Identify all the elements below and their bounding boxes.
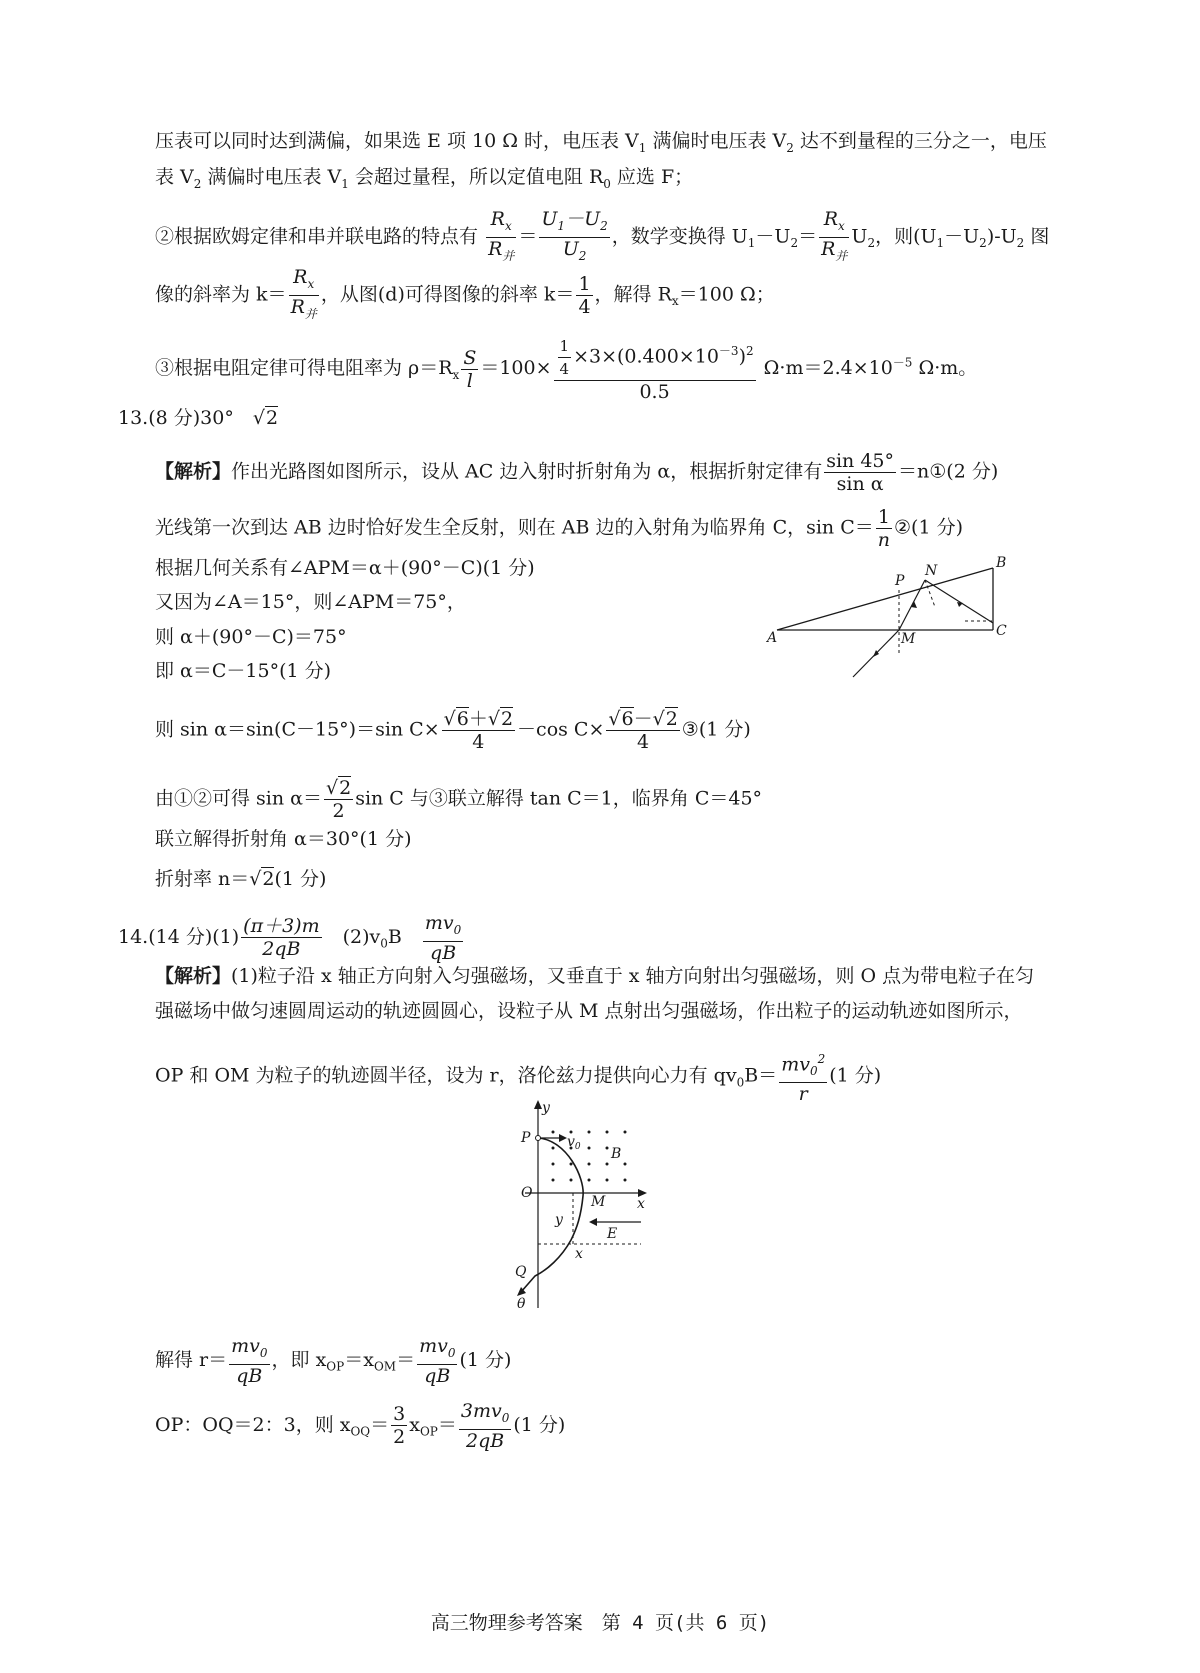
text-line: 光线第一次到达 AB 边时恰好发生全反射，则在 AB 边的入射角为临界角 C，sin C＝ $\frac{1}{n}$ ②(1 分) <box>155 506 963 551</box>
label-o: O <box>521 1185 533 1201</box>
label-v0: $v_0$ <box>567 1134 581 1152</box>
label-y-displacement: y <box>555 1212 563 1228</box>
text-line: 则 sin α＝sin(C－15°)＝sin C× $\frac{√6+√2}{4}$ －cos C× $\frac{√6-√2}{4}$ ③(1 分) <box>155 708 751 753</box>
text-line: 根据几何关系有∠APM＝α＋(90°－C)(1 分) <box>155 557 535 579</box>
label-x: x <box>637 1196 645 1212</box>
label-a: A <box>767 630 778 646</box>
label-b: B <box>996 555 1007 571</box>
label-p: P <box>895 573 905 589</box>
optics-diagram <box>765 555 1015 685</box>
text-line: ②根据欧姆定律和串并联电路的特点有 $\frac{R_x}{R_并}$ ＝ $\frac{U_1-U_2}{U_2}$ ，数学变换得 $U_1-U_2=$ $\frac{R_x}{R_并}$ $U_2$，则$(U_1-U_2)-U_2$ 图 <box>155 208 1049 267</box>
text-line: 【解析】(1)粒子沿 x 轴正方向射入匀强磁场，又垂直于 x 轴方向射出匀强磁场，则 O 点为带电粒子在匀 <box>155 965 1035 987</box>
label-q: Q <box>515 1264 527 1280</box>
reflected-ray <box>925 580 993 623</box>
label-b: B <box>611 1146 622 1162</box>
text-line: OP 和 OM 为粒子的轨迹圆半径，设为 r，洛伦兹力提供向心力有 $qv_0B=$ $\frac{mv_0^2}{r}$ (1 分) <box>155 1052 882 1106</box>
label-x-displacement: x <box>575 1246 583 1262</box>
text-line: OP：OQ＝2：3，则 $x_{OQ}=$ $\frac{3}{2}$ $x_{OP}=$ $\frac{3mv_0}{2qB}$ (1 分) <box>155 1400 566 1452</box>
text-line: 即 α＝C－15°(1 分) <box>155 660 332 682</box>
label-n: N <box>925 563 938 579</box>
text-line: ③根据电阻定律可得电阻率为 $\rho=R_x$ $\frac{S}{l}$ ＝100× $\frac{1}{4}$ $\times 3\times(0.400\times 10^{-3})^2$ 0.5 $\Omega\cdot m=2.4\times 10^{-5}$ Ω·m。 <box>155 337 978 403</box>
text-line: 强磁场中做匀速圆周运动的轨迹圆圆心，设粒子从 M 点射出匀强磁场，作出粒子的运动轨迹如图所示， <box>155 1000 1023 1022</box>
edge-ab <box>777 568 993 630</box>
label-m: M <box>591 1194 606 1210</box>
trajectory <box>521 1138 583 1292</box>
magnetic-field-diagram <box>505 1098 665 1313</box>
text-line: 则 α＋(90°－C)＝75° <box>155 626 347 648</box>
label-c: C <box>996 623 1007 639</box>
text-line: 像的斜率为 k＝ $\frac{R_x}{R_并}$ ，从图(d)可得图像的斜率 k＝ $\frac{1}{4}$ ，解得 $R_x=100$ Ω； <box>155 266 775 325</box>
text-line: 由①②可得 sin α＝ $\frac{√2}{2}$ sin C 与③联立解得 tan C＝1，临界角 C＝45° <box>155 777 763 822</box>
normal-line <box>925 580 935 607</box>
text-line: 折射率 n＝√2(1 分) <box>155 868 327 890</box>
label-y: y <box>542 1100 550 1116</box>
text-line: 联立解得折射角 α＝30°(1 分) <box>155 828 412 850</box>
label-e: E <box>607 1226 618 1242</box>
text-line: 压表可以同时达到满偏，如果选 E 项 10 Ω 时，电压表 $V_1$ 满偏时电压表 $V_2$ 达不到量程的三分之一，电压 <box>155 130 1047 155</box>
label-m: M <box>901 631 916 647</box>
page-footer: 高三物理参考答案 第 4 页(共 6 页) <box>430 1612 770 1634</box>
point-p <box>536 1136 541 1141</box>
y-axis-arrow <box>534 1100 542 1109</box>
text-line: 【解析】作出光路图如图所示，设从 AC 边入射时折射角为 α，根据折射定律有 $\frac{\sin 45^\circ}{\text{sin α}}$ ＝n①(2 分) <box>155 450 999 495</box>
question-14-header: 14.(14 分)(1) $\frac{(\pi+3)m}{2qB}$ $(2)v_0B$ $\frac{mv_0}{qB}$ <box>118 912 462 964</box>
text-line: 又因为∠A＝15°，则∠APM＝75°， <box>155 591 466 613</box>
question-13-header: 13.(8 分)30° √2 <box>118 407 279 429</box>
text-line: 表 $V_2$ 满偏时电压表 $V_1$ 会超过量程，所以定值电阻 $R_0$ 应选 F； <box>155 166 694 191</box>
e-field-arrowhead <box>589 1218 597 1226</box>
v0-arrowhead <box>559 1134 567 1142</box>
label-theta: θ <box>517 1296 526 1312</box>
label-p: P <box>521 1130 531 1146</box>
text-line: 解得 r＝ $\frac{mv_0}{qB}$ ，即 $x_{OP}=x_{OM}=$ $\frac{mv_0}{qB}$ (1 分) <box>155 1335 512 1387</box>
ray-arrow <box>957 602 963 607</box>
